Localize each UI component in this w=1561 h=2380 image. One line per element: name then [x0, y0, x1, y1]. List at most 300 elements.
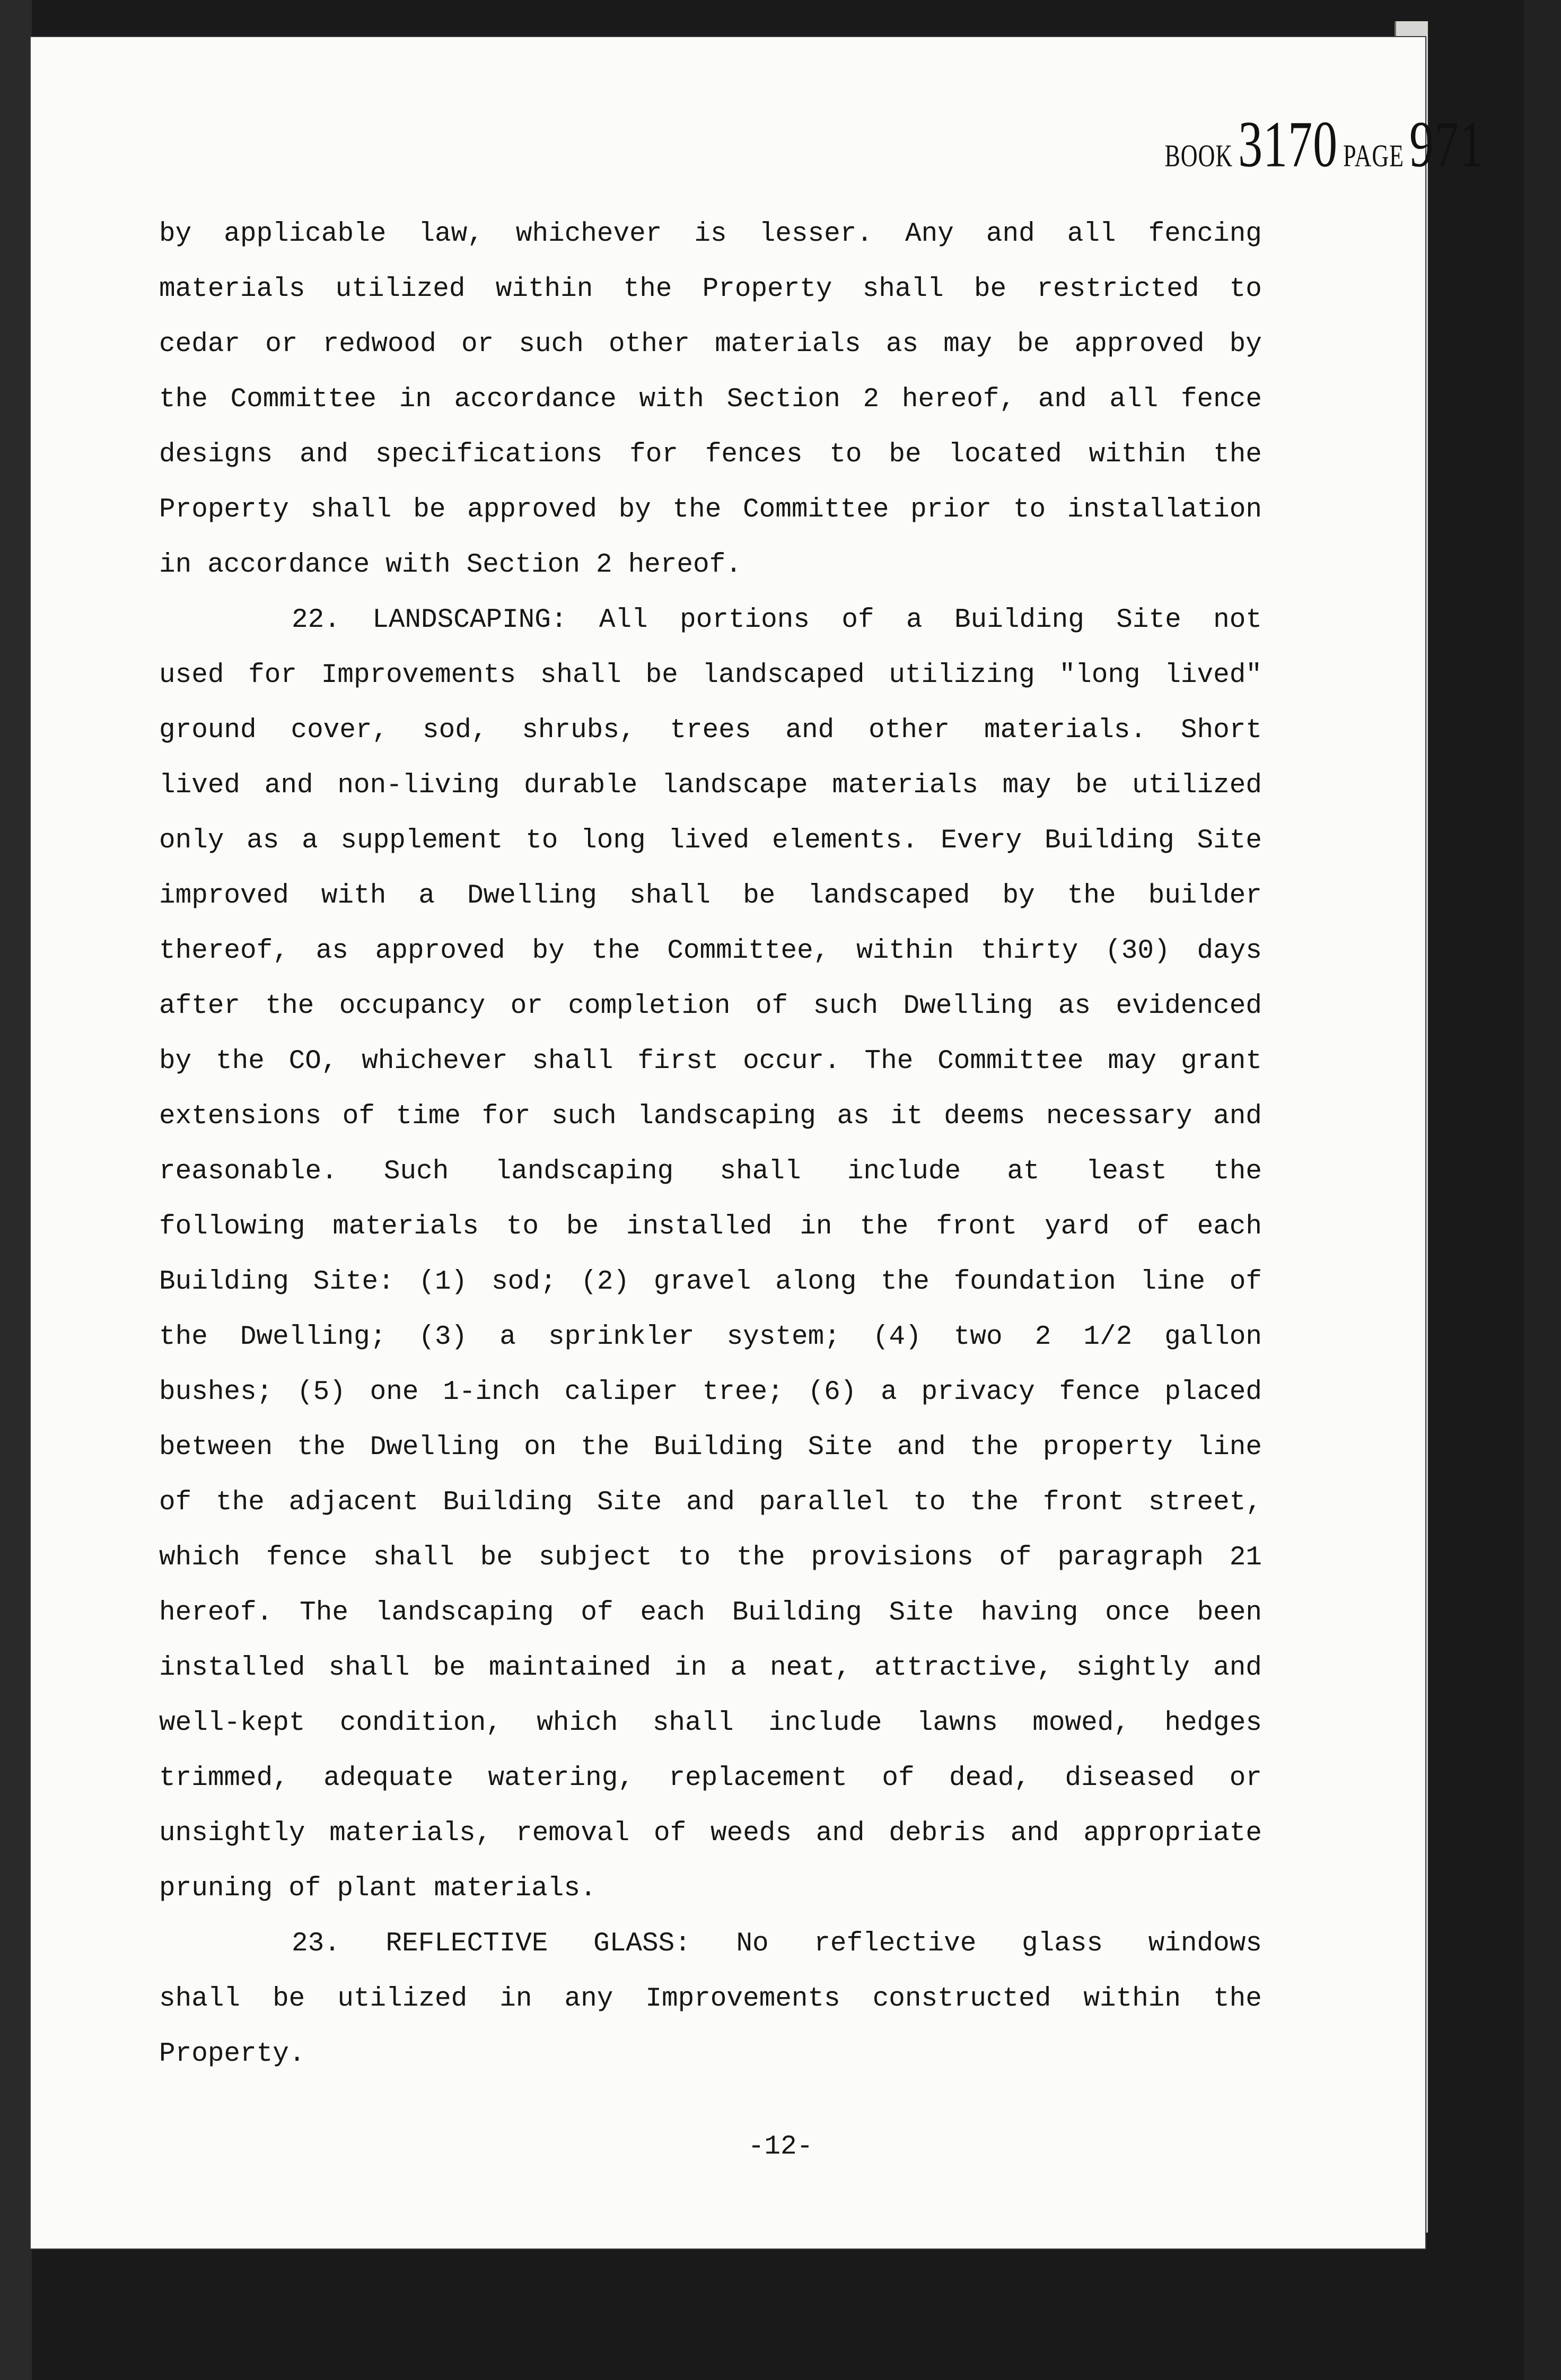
word: tree;: [702, 1377, 784, 1407]
word: evidenced: [1116, 991, 1262, 1021]
word: the: [216, 1488, 265, 1518]
word: cedar: [159, 329, 241, 360]
word: Section: [466, 550, 580, 580]
word: designs: [159, 440, 273, 470]
text-line: [159, 869, 1262, 924]
word: Committee: [937, 1046, 1084, 1077]
word: shall: [720, 1157, 801, 1187]
text-line: [159, 593, 1262, 648]
word: a: [302, 826, 318, 856]
word: any: [564, 1984, 613, 2014]
word: shall: [862, 274, 944, 304]
word: hereof.: [628, 550, 742, 580]
word: a: [906, 605, 923, 635]
word: elements.: [772, 826, 918, 856]
word: landscaping: [637, 1101, 816, 1132]
word: to: [829, 440, 862, 470]
word: 2: [1034, 1322, 1051, 1352]
word: as: [1058, 991, 1091, 1021]
word: to: [1229, 274, 1262, 304]
word: Dwelling: [903, 991, 1033, 1021]
page-footer-number: -12-: [748, 2132, 813, 2162]
word: reflective: [814, 1929, 977, 1959]
word: as: [837, 1101, 870, 1132]
word: lesser.: [759, 219, 873, 249]
word: Such: [383, 1157, 449, 1187]
word: applicable: [224, 219, 387, 249]
text-line: [159, 262, 1262, 317]
text-line: [159, 1034, 1262, 1089]
word: the: [297, 1432, 346, 1463]
word: sod;: [492, 1267, 557, 1297]
word: shall: [328, 1653, 410, 1683]
word: accordance: [207, 550, 370, 580]
word: Section: [726, 384, 840, 415]
word: a: [418, 881, 435, 911]
word: of: [288, 1874, 321, 1904]
word: ground: [159, 715, 257, 746]
word: installation: [1067, 495, 1262, 525]
word: paragraph: [1057, 1543, 1204, 1573]
word: Site: [1116, 605, 1181, 635]
word: windows: [1148, 1929, 1262, 1959]
scan-right-edge: [1524, 0, 1561, 2380]
word: adequate: [323, 1763, 454, 1793]
word: to: [1013, 495, 1046, 525]
word: shall: [373, 1543, 454, 1573]
page-number-stamp: 971: [1409, 107, 1484, 181]
word: diseased: [1065, 1763, 1195, 1793]
word: the: [1213, 1157, 1262, 1187]
word: appropriate: [1083, 1818, 1262, 1849]
word: the: [591, 936, 641, 966]
word: two: [953, 1322, 1003, 1352]
word: in: [399, 384, 432, 415]
word: Property: [159, 495, 289, 525]
word: Building: [653, 1432, 784, 1463]
word: dead,: [949, 1763, 1031, 1793]
word: (3): [418, 1322, 468, 1352]
word: fence: [1059, 1377, 1141, 1407]
word: which: [159, 1543, 241, 1573]
word: used: [159, 660, 224, 690]
text-line: [159, 648, 1262, 703]
text-line: [159, 538, 1262, 593]
word: the: [970, 1432, 1019, 1463]
word: shall: [159, 1984, 241, 2014]
word: Committee: [743, 495, 889, 525]
word: days: [1197, 936, 1262, 966]
text-line: [159, 1641, 1262, 1696]
word: along: [775, 1267, 857, 1297]
word: by: [159, 1046, 192, 1077]
word: the: [265, 991, 314, 1021]
word: landscaped: [702, 660, 865, 690]
text-line: [159, 427, 1262, 483]
word: subject: [538, 1543, 652, 1573]
word: within: [1089, 440, 1187, 470]
word: debris: [889, 1818, 986, 1849]
word: approved: [467, 495, 597, 525]
word: after: [159, 991, 241, 1021]
word: least: [1085, 1157, 1167, 1187]
word: Dwelling: [370, 1432, 500, 1463]
word: Site:: [313, 1267, 394, 1297]
word: line: [1140, 1267, 1205, 1297]
word: be: [480, 1543, 513, 1573]
word: not: [1213, 605, 1262, 635]
word: shall: [629, 881, 711, 911]
word: grant: [1180, 1046, 1262, 1077]
word: restricted: [1037, 274, 1199, 304]
word: include: [847, 1157, 961, 1187]
word: deems: [944, 1101, 1025, 1132]
word: cover,: [291, 715, 389, 746]
word: yard: [1045, 1212, 1110, 1242]
word: of: [581, 1598, 613, 1628]
word: utilizing: [889, 660, 1035, 690]
word: the: [736, 1543, 785, 1573]
word: Building: [732, 1598, 862, 1628]
word: each: [1197, 1212, 1262, 1242]
word: and: [785, 715, 835, 746]
word: front: [936, 1212, 1018, 1242]
word: a: [499, 1322, 516, 1352]
word: having: [980, 1598, 1078, 1628]
book-label: BOOK: [1164, 138, 1233, 173]
word: landscaping: [375, 1598, 554, 1628]
word: (2): [581, 1267, 630, 1297]
word: may: [943, 329, 993, 360]
word: thereof,: [159, 936, 289, 966]
text-line: [159, 979, 1262, 1034]
word: and: [815, 1818, 865, 1849]
word: watering,: [488, 1763, 634, 1793]
word: Property: [702, 274, 832, 304]
word: may: [1108, 1046, 1157, 1077]
word: front: [1042, 1488, 1124, 1518]
word: line: [1197, 1432, 1262, 1463]
word: (4): [872, 1322, 922, 1352]
word: following: [159, 1212, 305, 1242]
word: weeds: [710, 1818, 792, 1849]
word: privacy: [921, 1377, 1035, 1407]
word: (1): [418, 1267, 468, 1297]
word: a: [730, 1653, 747, 1683]
word: materials: [715, 329, 861, 360]
word: be: [645, 660, 678, 690]
word: be: [273, 1984, 305, 2014]
word: of: [654, 1818, 687, 1849]
word: lived: [668, 826, 750, 856]
word: long: [581, 826, 646, 856]
word: by: [1002, 881, 1035, 911]
word: utilized: [337, 1984, 468, 2014]
word: removal: [516, 1818, 630, 1849]
word: 22.: [292, 605, 340, 635]
word: and: [1213, 1653, 1262, 1683]
word: as: [247, 826, 279, 856]
word: fences: [705, 440, 803, 470]
word: of: [1229, 1267, 1262, 1297]
word: materials: [832, 771, 978, 801]
word: "long: [1059, 660, 1141, 690]
word: on: [524, 1432, 557, 1463]
word: the: [623, 274, 672, 304]
text-line: [159, 703, 1262, 758]
text-line: [159, 924, 1262, 979]
word: sod,: [423, 715, 488, 746]
word: time: [396, 1101, 461, 1132]
word: fencing: [1148, 219, 1262, 249]
word: lived: [159, 771, 241, 801]
word: materials.: [434, 1874, 597, 1904]
word: placed: [1164, 1377, 1262, 1407]
word: Building: [1044, 826, 1174, 856]
word: is: [694, 219, 727, 249]
word: to: [913, 1488, 946, 1518]
word: the: [672, 495, 722, 525]
word: within: [495, 274, 593, 304]
word: be: [566, 1212, 599, 1242]
text-line: [159, 758, 1262, 813]
word: accordance: [454, 384, 617, 415]
word: landscaping: [495, 1157, 674, 1187]
text-line: [159, 207, 1262, 262]
word: located: [948, 440, 1062, 470]
book-number: 3170: [1238, 107, 1338, 181]
word: CO,: [288, 1046, 338, 1077]
word: of: [1137, 1212, 1170, 1242]
word: materials: [159, 274, 305, 304]
word: 2: [595, 550, 612, 580]
word: whichever: [362, 1046, 508, 1077]
word: landscaped: [808, 881, 970, 911]
word: (6): [808, 1377, 857, 1407]
text-line: [159, 1089, 1262, 1144]
word: and: [1038, 384, 1087, 415]
word: landscape: [662, 771, 808, 801]
word: thirty: [980, 936, 1078, 966]
word: hedges: [1164, 1708, 1262, 1738]
word: be: [1017, 329, 1050, 360]
word: constructed: [872, 1984, 1051, 2014]
word: and: [1213, 1101, 1262, 1132]
text-line: [159, 1200, 1262, 1255]
text-line: [159, 2027, 1262, 2082]
word: the: [1067, 881, 1116, 911]
word: Any: [905, 219, 954, 249]
word: Dwelling: [467, 881, 597, 911]
word: 2: [863, 384, 880, 415]
word: and: [264, 771, 313, 801]
word: the: [881, 1267, 929, 1297]
word: be: [974, 274, 1007, 304]
word: All: [599, 605, 648, 635]
word: glass: [1022, 1929, 1103, 1959]
word: of: [841, 605, 874, 635]
word: utilized: [1132, 771, 1262, 801]
word: law,: [418, 219, 484, 249]
word: replacement: [669, 1763, 848, 1793]
word: the: [581, 1432, 630, 1463]
word: materials: [332, 1212, 479, 1242]
word: unsightly: [159, 1818, 305, 1849]
word: Improvements: [645, 1984, 840, 2014]
word: and: [986, 219, 1035, 249]
word: sprinkler: [548, 1322, 695, 1352]
text-line: [159, 1861, 1262, 1917]
word: for: [481, 1101, 531, 1132]
word: supplement: [340, 826, 503, 856]
word: by: [159, 219, 192, 249]
word: the: [1213, 440, 1262, 470]
word: or: [461, 329, 494, 360]
word: in: [674, 1653, 707, 1683]
word: or: [1229, 1763, 1262, 1793]
text-line: [159, 1475, 1262, 1530]
text-line: [159, 1751, 1262, 1806]
text-line: [159, 1530, 1262, 1586]
word: provisions: [811, 1543, 974, 1573]
word: or: [510, 991, 543, 1021]
word: Short: [1180, 715, 1262, 746]
word: with: [639, 384, 704, 415]
text-line: [159, 483, 1262, 538]
word: as: [885, 329, 919, 360]
word: by: [618, 495, 651, 525]
word: plant: [337, 1874, 418, 1904]
word: property: [1042, 1432, 1173, 1463]
word: once: [1105, 1598, 1170, 1628]
word: 23.: [292, 1929, 340, 1959]
text-line: [159, 813, 1262, 869]
word: prior: [910, 495, 992, 525]
word: hereof,: [901, 384, 1016, 415]
word: for: [248, 660, 297, 690]
word: improved: [159, 881, 289, 911]
text-line: [159, 1586, 1262, 1641]
word: such: [551, 1101, 617, 1132]
word: builder: [1148, 881, 1262, 911]
word: caliper: [564, 1377, 678, 1407]
word: a: [881, 1377, 897, 1407]
word: REFLECTIVE: [385, 1929, 548, 1959]
word: for: [629, 440, 678, 470]
word: all: [1067, 219, 1116, 249]
word: shall: [310, 495, 392, 525]
word: fence: [1180, 384, 1262, 415]
word: trimmed,: [159, 1763, 289, 1793]
word: of: [755, 991, 788, 1021]
word: one: [370, 1377, 419, 1407]
word: other: [609, 329, 690, 360]
word: and: [1010, 1818, 1059, 1849]
word: 21: [1229, 1543, 1262, 1573]
word: with: [321, 881, 387, 911]
word: such: [813, 991, 879, 1021]
word: shall: [540, 660, 621, 690]
word: occupancy: [339, 991, 486, 1021]
word: Committee: [230, 384, 376, 415]
word: necessary: [1046, 1101, 1192, 1132]
word: all: [1109, 384, 1159, 415]
text-line: [159, 1144, 1262, 1200]
text-line: [159, 1310, 1262, 1365]
word: include: [768, 1708, 882, 1738]
word: within: [1083, 1984, 1181, 2014]
word: LANDSCAPING:: [372, 605, 567, 635]
word: the: [970, 1488, 1019, 1518]
word: and: [300, 440, 348, 470]
word: specifications: [375, 440, 603, 470]
word: by: [1229, 329, 1262, 360]
word: of: [159, 1488, 192, 1518]
word: materials,: [329, 1818, 492, 1849]
word: The: [864, 1046, 914, 1077]
word: be: [743, 881, 776, 911]
word: bushes;: [159, 1377, 273, 1407]
text-line: [159, 317, 1262, 372]
word: well-kept: [159, 1708, 305, 1738]
word: Site: [1197, 826, 1262, 856]
word: Site: [889, 1598, 954, 1628]
word: 1-inch: [443, 1377, 540, 1407]
word: only: [159, 826, 224, 856]
word: pruning: [159, 1874, 273, 1904]
word: in: [159, 550, 192, 580]
word: be: [413, 495, 446, 525]
word: fence: [266, 1543, 347, 1573]
word: No: [736, 1929, 769, 1959]
word: durable: [524, 771, 638, 801]
text-line: [159, 1806, 1262, 1861]
word: materials.: [984, 715, 1147, 746]
word: hereof.: [159, 1598, 273, 1628]
word: such: [519, 329, 584, 360]
word: may: [1002, 771, 1051, 801]
scan-left-edge: [0, 0, 32, 2380]
word: street,: [1148, 1488, 1262, 1518]
word: of: [882, 1763, 915, 1793]
word: be: [889, 440, 922, 470]
word: within: [856, 936, 954, 966]
word: Site: [597, 1488, 662, 1518]
word: approved: [375, 936, 505, 966]
word: approved: [1074, 329, 1205, 360]
word: attractive,: [874, 1653, 1053, 1683]
word: system;: [726, 1322, 840, 1352]
word: been: [1197, 1598, 1262, 1628]
word: shrubs,: [522, 715, 636, 746]
word: as: [315, 936, 348, 966]
word: completion: [568, 991, 731, 1021]
word: occur.: [743, 1046, 840, 1077]
word: be: [1075, 771, 1108, 801]
text-line: [159, 1917, 1262, 1972]
word: utilized: [335, 274, 466, 304]
word: of: [999, 1543, 1032, 1573]
word: to: [525, 826, 558, 856]
word: shall: [532, 1046, 613, 1077]
word: condition,: [339, 1708, 502, 1738]
word: the: [159, 384, 208, 415]
word: to: [678, 1543, 711, 1573]
word: be: [433, 1653, 466, 1683]
word: which: [537, 1708, 618, 1738]
word: Building: [954, 605, 1084, 635]
word: the: [1213, 1984, 1262, 2014]
